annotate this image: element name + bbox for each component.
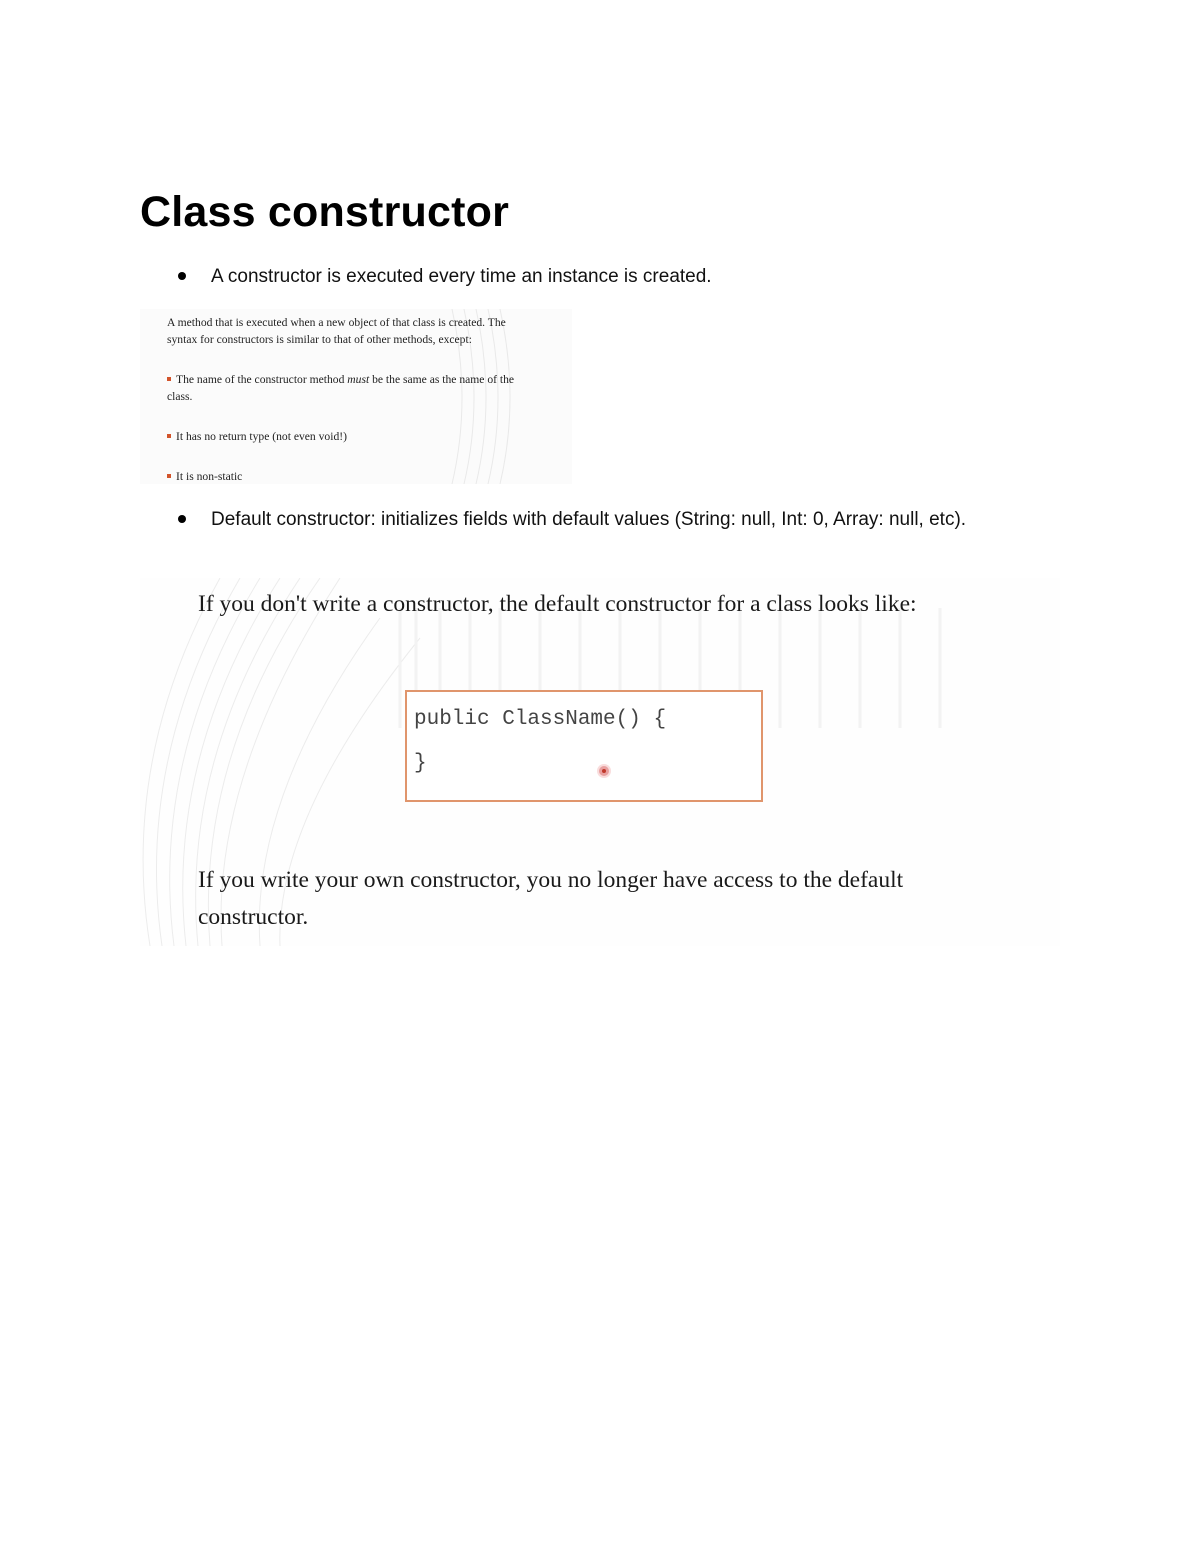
embedded-slide-image [140,578,1060,946]
slide-list-item: It is non-static [167,468,242,484]
slide-paragraph: A method that is executed when a new object of that class is created. The syntax for constructors is similar to that of other methods, except: [167,316,506,346]
bullet-square-icon [167,434,171,438]
slide-list-item: It has no return type (not even void!) [167,428,347,445]
bullet-text: Default constructor: initializes fields with default values (String: null, Int: 0, Array: null, etc). [211,509,967,530]
slide-closing-text: If you write your own constructor, you no longer have access to the default constructor. [198,867,904,930]
code-block [405,690,763,802]
bullet-icon [178,515,186,523]
bullet-item [178,264,1078,290]
code-line: public ClassName() { [414,708,667,731]
bullet-icon [178,272,186,280]
bullet-text: A constructor is executed every time an instance is created. [211,266,712,287]
bullet-item [178,507,1058,559]
embedded-slide-image [140,309,572,484]
slide-list-item: The name of the constructor method must be the same as the name of the class. [167,373,515,403]
page-title: Class constructor [140,188,510,236]
bullet-square-icon [167,474,171,478]
code-line: } [414,752,427,775]
bullet-square-icon [167,377,171,381]
slide-heading: If you don't write a constructor, the default constructor for a class looks like: [198,591,917,617]
cursor-highlight-icon [599,766,609,776]
